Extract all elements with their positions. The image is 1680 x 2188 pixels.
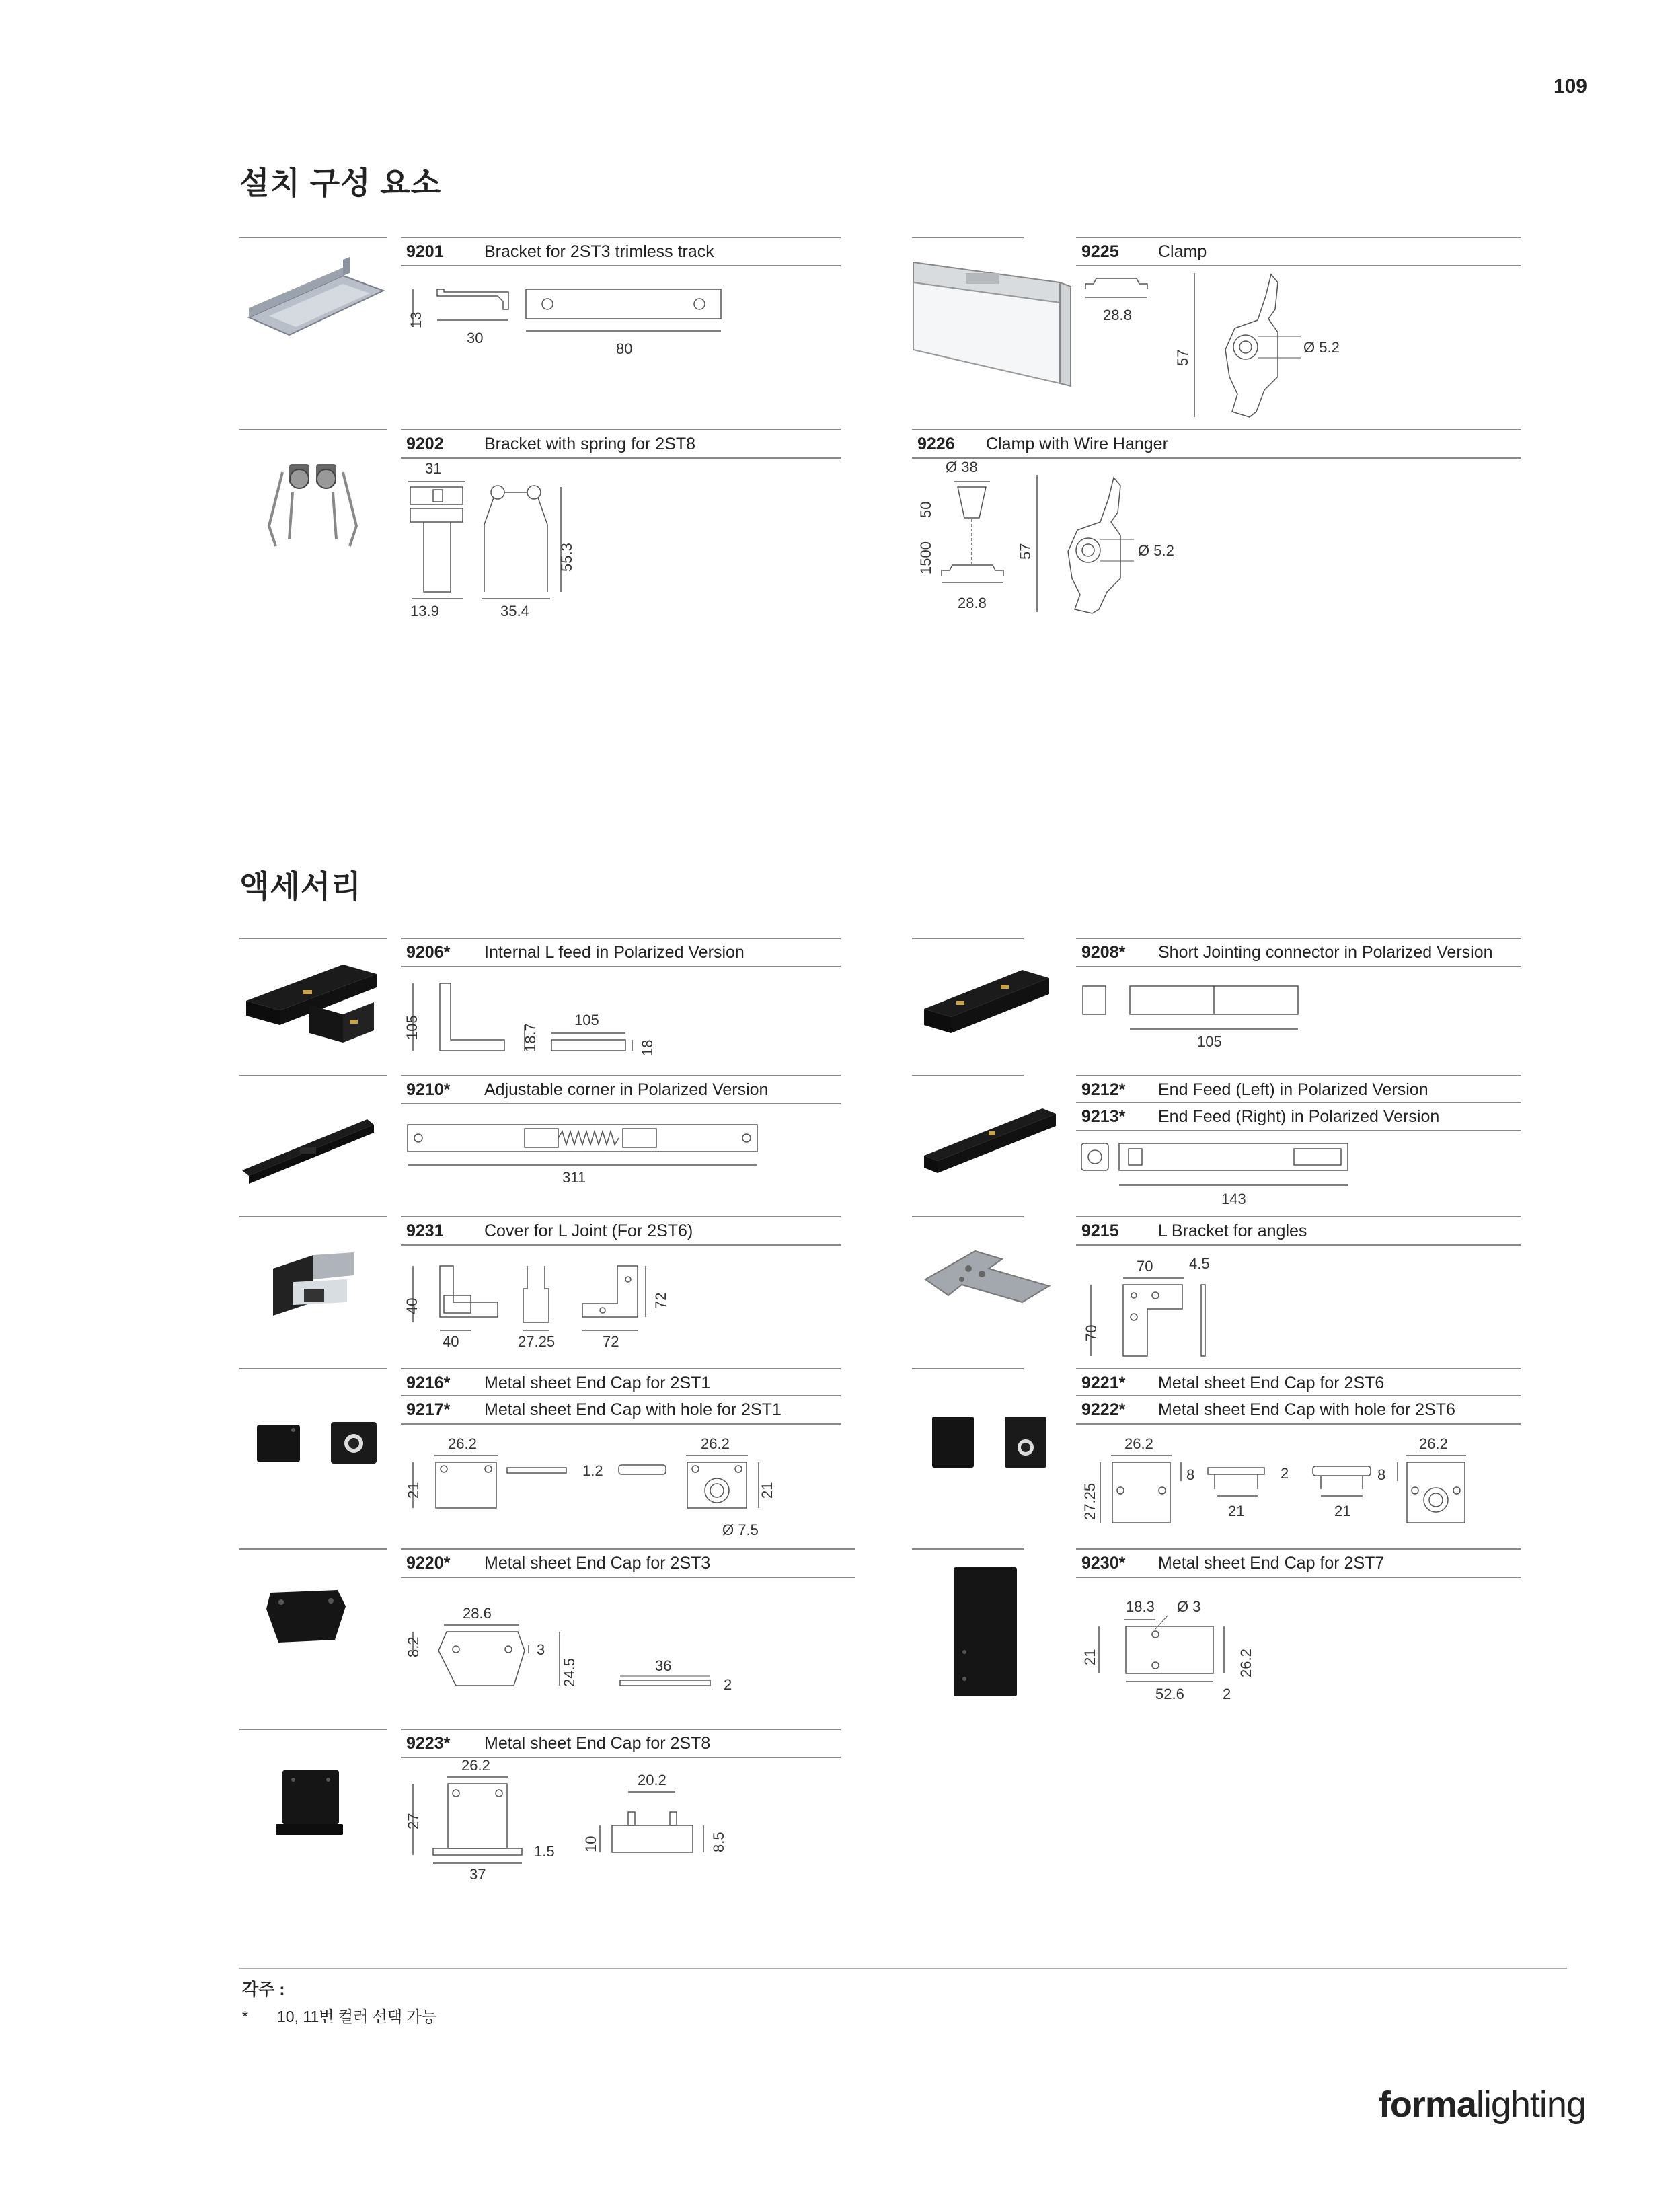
item-header-9202	[401, 429, 841, 459]
dim-label: 21	[1228, 1503, 1245, 1519]
dim-label: Ø 38	[946, 459, 978, 476]
dim-label: 26.2	[448, 1435, 477, 1452]
dim-label: 10	[582, 1836, 599, 1852]
product-photo-9208	[921, 960, 1056, 1041]
product-photo-9221-9222	[931, 1412, 1052, 1473]
dim-label: 8	[1186, 1466, 1195, 1483]
item-description: Adjustable corner in Polarized Version	[484, 1080, 769, 1099]
dim-label: 2	[724, 1676, 732, 1693]
item-description: End Feed (Right) in Polarized Version	[1158, 1107, 1440, 1126]
product-photo-9201	[242, 256, 390, 343]
dim-label: 50	[917, 501, 934, 518]
dim-label: Ø 3	[1177, 1598, 1201, 1615]
dim-label: 35.4	[500, 603, 529, 619]
dim-label: 28.8	[958, 595, 987, 611]
page-number: 109	[1553, 75, 1587, 98]
dim-label: 8	[1377, 1466, 1386, 1483]
item-description: Clamp	[1158, 242, 1207, 261]
product-photo-9210	[239, 1110, 387, 1184]
dimension-drawing-9226	[912, 457, 1383, 619]
dim-label: 26.2	[701, 1435, 730, 1452]
dim-label: 21	[759, 1482, 775, 1499]
dimension-drawing-9220	[404, 1602, 753, 1703]
dim-label: 20.2	[638, 1772, 666, 1788]
item-header-9216-9217	[401, 1368, 841, 1425]
item-code: 9212*	[1081, 1080, 1126, 1099]
item-header-9208	[1076, 938, 1521, 967]
footnote-title: 각주 :	[242, 1980, 285, 1999]
dim-label: 1.2	[582, 1462, 603, 1479]
dim-label: 105	[1197, 1033, 1222, 1050]
item-description: Internal L feed in Polarized Version	[484, 943, 744, 962]
product-photo-9212	[921, 1103, 1063, 1177]
item-code: 9230*	[1081, 1554, 1126, 1573]
dim-label: 26.2	[461, 1757, 490, 1774]
item-header-9206	[401, 938, 841, 967]
dim-label: 57	[1174, 349, 1191, 366]
product-photo-9220	[264, 1582, 351, 1649]
dim-label: Ø 7.5	[722, 1521, 759, 1538]
dim-label: 40	[404, 1297, 420, 1314]
item-header-9230	[1076, 1548, 1521, 1578]
dimension-drawing-9215	[1076, 1252, 1237, 1367]
dim-label: 1500	[917, 541, 934, 574]
product-photo-9223	[273, 1766, 347, 1840]
dimension-drawing-9210	[404, 1114, 767, 1195]
dim-label: 26.2	[1124, 1435, 1153, 1452]
item-description: Short Jointing connector in Polarized Version	[1158, 943, 1493, 962]
dim-label: 36	[655, 1657, 672, 1674]
dim-label: 70	[1137, 1258, 1153, 1275]
section-title-accessories: 액세서리	[239, 869, 362, 904]
dim-label: 13	[408, 311, 424, 328]
item-code: 9221*	[1081, 1373, 1126, 1392]
dim-label: 72	[603, 1333, 619, 1350]
item-description: End Feed (Left) in Polarized Version	[1158, 1080, 1428, 1099]
dim-label: 105	[404, 1015, 420, 1040]
item-description: L Bracket for angles	[1158, 1221, 1307, 1240]
item-code: 9222*	[1081, 1400, 1126, 1419]
dim-label: 24.5	[561, 1658, 578, 1687]
item-code: 9220*	[406, 1554, 451, 1573]
dim-label: 70	[1083, 1324, 1100, 1341]
dim-label: 18.3	[1126, 1598, 1155, 1615]
dim-label: 3	[537, 1641, 545, 1658]
product-photo-9206	[242, 960, 383, 1048]
dimension-drawing-9213	[1076, 1137, 1359, 1211]
brand-logo-bold: forma	[1378, 2084, 1476, 2125]
footnote-text: 10, 11번 컬러 선택 가능	[277, 2008, 436, 2025]
item-code: 9226	[917, 435, 955, 453]
item-code: 9206*	[406, 943, 451, 962]
dimension-drawing-9225	[1076, 269, 1372, 430]
item-code: 9216*	[406, 1373, 451, 1392]
dim-label: 8.2	[405, 1636, 422, 1657]
dim-label: 2	[1281, 1465, 1289, 1482]
dim-label: 52.6	[1155, 1686, 1184, 1702]
item-header-9226	[912, 429, 1521, 459]
footnote-mark: *	[242, 2008, 248, 2025]
item-header-9231	[401, 1216, 841, 1246]
item-header-9221-9222	[1076, 1368, 1521, 1425]
item-code: 9231	[406, 1221, 444, 1240]
product-photo-9216-9217	[256, 1419, 383, 1473]
product-photo-9202	[262, 452, 363, 553]
footnote-line	[242, 2004, 436, 2027]
dim-label: 21	[1081, 1649, 1098, 1665]
dim-label: 80	[616, 340, 633, 357]
dimension-drawing-9201	[404, 269, 740, 363]
item-code: 9201	[406, 242, 444, 261]
item-description: Clamp with Wire Hanger	[986, 435, 1168, 453]
dim-label: 26.2	[1419, 1435, 1448, 1452]
dim-label: 105	[574, 1012, 599, 1028]
item-code: 9213*	[1081, 1107, 1126, 1126]
item-description: Metal sheet End Cap for 2ST8	[484, 1734, 711, 1753]
brand-logo-light: lighting	[1476, 2084, 1586, 2125]
item-header-9201	[401, 237, 841, 266]
dim-label: 72	[652, 1292, 669, 1309]
dimension-drawing-9230	[1076, 1595, 1291, 1703]
item-description: Metal sheet End Cap for 2ST6	[1158, 1373, 1385, 1392]
dim-label: 311	[562, 1169, 586, 1186]
item-header-9225	[1076, 237, 1521, 266]
dim-label: 2	[1223, 1686, 1231, 1702]
dim-label: 57	[1017, 543, 1034, 560]
dim-label: 27.25	[1081, 1482, 1098, 1520]
dim-label: 18	[639, 1039, 656, 1056]
item-code: 9202	[406, 435, 444, 453]
product-photo-9225	[912, 256, 1073, 390]
dim-label: 27	[405, 1813, 422, 1829]
item-code: 9215	[1081, 1221, 1119, 1240]
dimension-drawing-9206	[404, 977, 673, 1071]
dim-label: 4.5	[1189, 1255, 1210, 1272]
dim-label: 1.5	[534, 1843, 555, 1860]
dim-label: 55.3	[558, 543, 575, 572]
dim-label: 27.25	[518, 1333, 556, 1350]
dimension-drawing-9231	[404, 1252, 686, 1353]
footer-rule	[239, 1968, 1567, 1969]
dim-label: 31	[425, 460, 442, 477]
item-header-9215	[1076, 1216, 1521, 1246]
dimension-drawing-9208	[1076, 977, 1345, 1057]
dim-label: Ø 5.2	[1303, 339, 1340, 356]
dim-label: 28.8	[1103, 307, 1132, 324]
product-photo-9230	[948, 1564, 1022, 1699]
item-code: 9208*	[1081, 943, 1126, 962]
dim-label: 13.9	[410, 603, 439, 619]
dim-label: 21	[405, 1482, 422, 1499]
dimension-drawing-9202	[404, 457, 646, 619]
item-description: Bracket with spring for 2ST8	[484, 435, 696, 453]
dimension-drawing-9217	[404, 1433, 794, 1540]
item-description: Cover for L Joint (For 2ST6)	[484, 1221, 693, 1240]
item-code: 9210*	[406, 1080, 451, 1099]
item-code: 9225	[1081, 242, 1119, 261]
dim-label: 28.6	[463, 1605, 492, 1622]
item-header-9210	[401, 1075, 841, 1104]
dim-label: 143	[1221, 1191, 1246, 1207]
product-photo-9231	[266, 1242, 367, 1329]
item-code: 9217*	[406, 1400, 451, 1419]
product-photo-9215	[921, 1242, 1056, 1322]
item-description: Bracket for 2ST3 trimless track	[484, 242, 714, 261]
dim-label: 26.2	[1237, 1649, 1254, 1677]
dim-label: 21	[1334, 1503, 1351, 1519]
item-description: Metal sheet End Cap for 2ST3	[484, 1554, 711, 1573]
dimension-drawing-9222	[1076, 1433, 1480, 1540]
dim-label: 18.7	[522, 1023, 539, 1052]
brand-logo	[1379, 2084, 1586, 2125]
dim-label: 37	[469, 1866, 486, 1883]
section-title-installation: 설치 구성 요소	[239, 165, 442, 200]
item-header-9220	[401, 1548, 855, 1578]
dim-label: 30	[467, 330, 484, 346]
item-description: Metal sheet End Cap for 2ST7	[1158, 1554, 1385, 1573]
dim-label: 8.5	[710, 1832, 727, 1852]
item-code: 9223*	[406, 1734, 451, 1753]
item-description: Metal sheet End Cap for 2ST1	[484, 1373, 711, 1392]
item-description: Metal sheet End Cap with hole for 2ST6	[1158, 1400, 1455, 1419]
dim-label: 40	[443, 1333, 459, 1350]
dimension-drawing-9223	[404, 1754, 726, 1882]
item-header-9212-9213	[1076, 1075, 1521, 1131]
item-description: Metal sheet End Cap with hole for 2ST1	[484, 1400, 781, 1419]
dim-label: Ø 5.2	[1138, 542, 1174, 559]
